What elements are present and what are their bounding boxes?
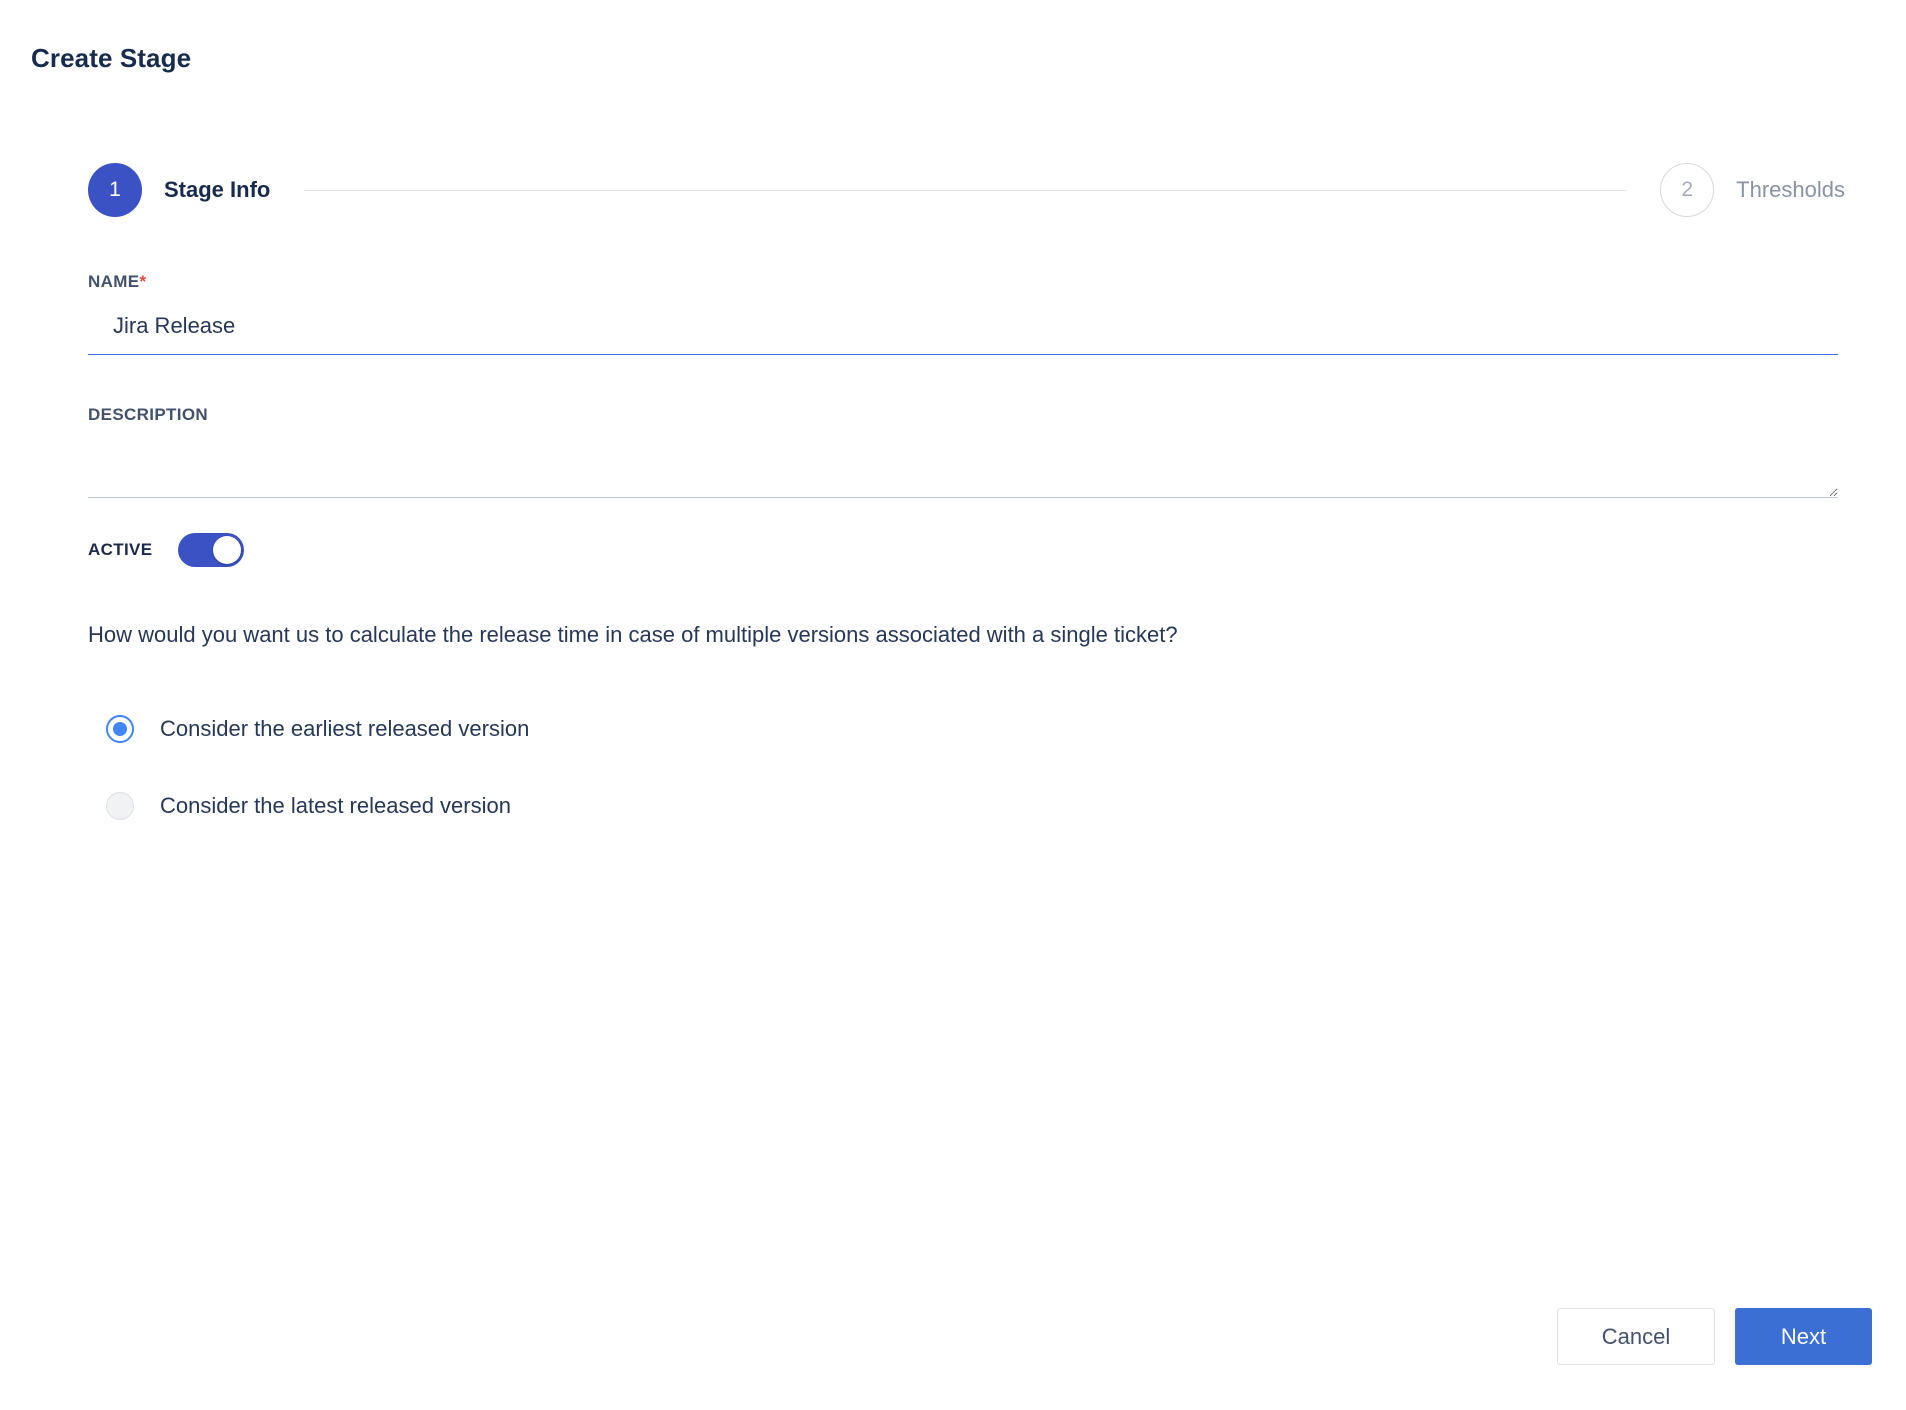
step-number-badge-2: 2 — [1660, 163, 1714, 217]
step-stage-info[interactable] — [88, 163, 270, 217]
radio-option-latest-label: Consider the latest released version — [160, 793, 511, 818]
active-toggle-knob — [213, 536, 241, 564]
next-button[interactable]: Next — [1735, 1308, 1872, 1365]
active-field-row — [88, 533, 244, 567]
active-toggle[interactable] — [178, 533, 244, 567]
name-label — [88, 272, 146, 292]
active-label: ACTIVE — [88, 540, 153, 559]
radio-earliest-dot — [113, 722, 127, 736]
step-label-thresholds: Thresholds — [1736, 177, 1845, 202]
step-number-badge-1: 1 — [88, 163, 142, 217]
description-label: DESCRIPTION — [88, 405, 209, 424]
radio-option-earliest-label: Consider the earliest released version — [160, 716, 530, 741]
release-time-question: How would you want us to calculate the release time in case of multiple versions associated with a single ticket? — [88, 622, 1178, 647]
radio-option-earliest[interactable] — [106, 705, 529, 753]
radio-latest-icon — [106, 792, 134, 820]
description-input[interactable] — [88, 436, 1838, 498]
wizard-stepper — [88, 162, 1845, 218]
stepper-connector-line — [304, 190, 1626, 191]
name-label-text: NAME — [88, 272, 140, 291]
page-title: Create Stage — [31, 43, 192, 73]
required-indicator: * — [139, 272, 147, 291]
step-label-stage-info: Stage Info — [164, 177, 271, 202]
radio-earliest-icon — [106, 715, 134, 743]
release-version-radio-group — [106, 705, 529, 859]
cancel-button[interactable]: Cancel — [1557, 1308, 1715, 1365]
radio-option-latest[interactable] — [106, 782, 529, 830]
step-thresholds[interactable] — [1660, 163, 1845, 217]
name-input[interactable] — [88, 303, 1838, 355]
dialog-footer — [1557, 1308, 1872, 1365]
